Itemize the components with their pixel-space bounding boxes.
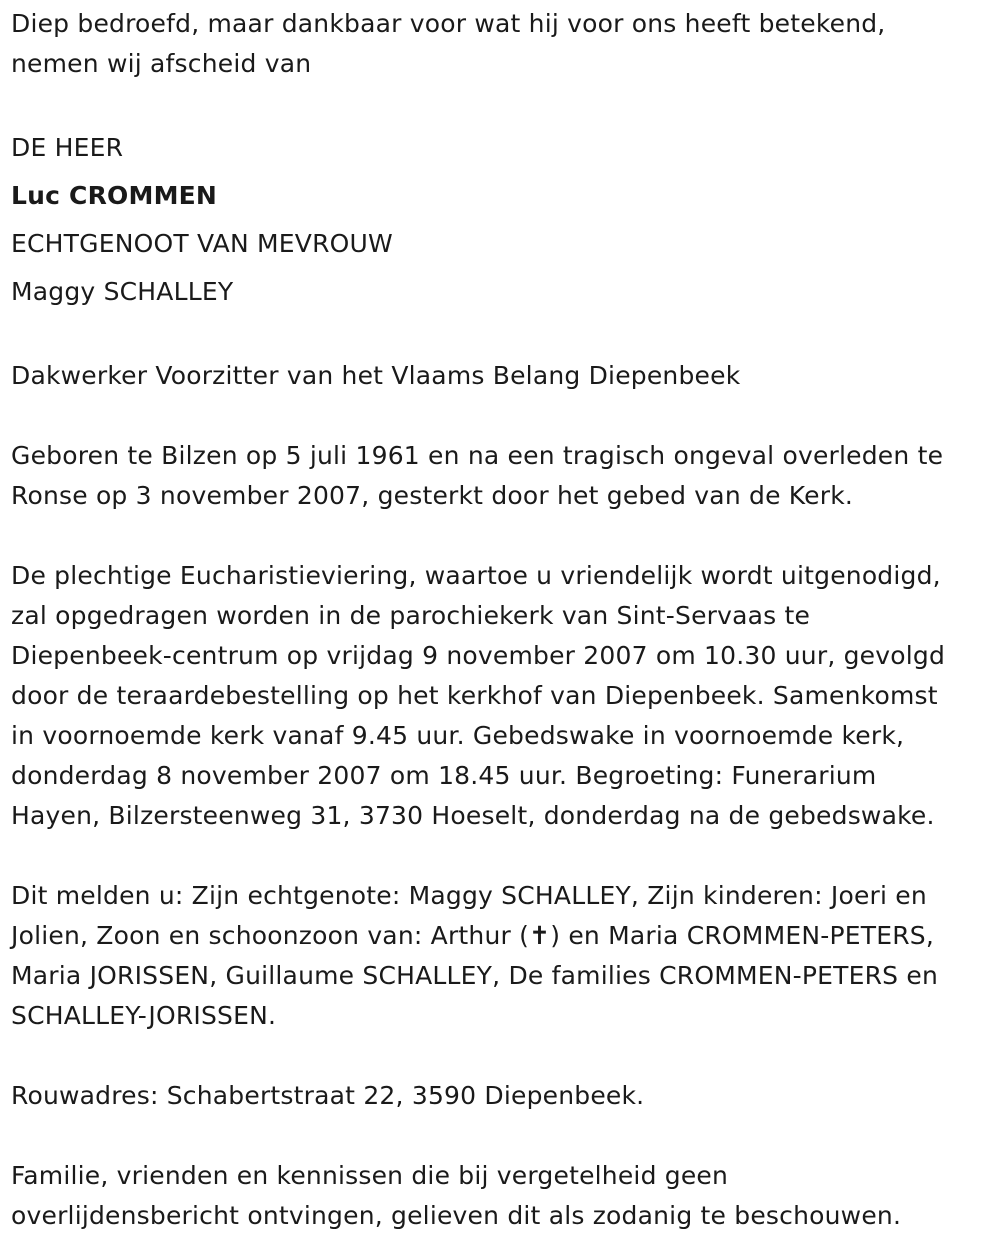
ceremony-line: donderdag 8 november 2007 om 18.45 uur. Begroeting: Funerarium — [11, 761, 877, 790]
ceremony-line: in voornoemde kerk vanaf 9.45 uur. Gebedswake in voornoemde kerk, — [11, 721, 905, 750]
deceased-name: Luc CROMMEN — [11, 181, 218, 210]
deceased-block — [11, 124, 1000, 316]
deceased-title: DE HEER — [11, 133, 124, 162]
deceased-relation: ECHTGENOOT VAN MEVROUW — [11, 229, 393, 258]
closing-line-1: Familie, vrienden en kennissen die bij vergetelheid geen — [11, 1161, 729, 1190]
ceremony-line: Hayen, Bilzersteenweg 31, 3730 Hoeselt, donderdag na de gebedswake. — [11, 801, 935, 830]
ceremony-line: De plechtige Eucharistieviering, waartoe u vriendelijk wordt uitgenodigd, — [11, 561, 941, 590]
intro-line-1: Diep bedroefd, maar dankbaar voor wat hij voor ons heeft betekend, — [11, 9, 886, 38]
family-line: Maria JORISSEN, Guillaume SCHALLEY, De families CROMMEN-PETERS en — [11, 961, 939, 990]
ceremony-line: door de teraardebestelling op het kerkhof van Diepenbeek. Samenkomst — [11, 681, 938, 710]
intro-line-2: nemen wij afscheid van — [11, 49, 312, 78]
mourning-address: Rouwadres: Schabertstraat 22, 3590 Diepenbeek. — [11, 1081, 645, 1110]
spacer — [11, 396, 1000, 436]
ceremony-line: Diepenbeek-centrum op vrijdag 9 november 2007 om 10.30 uur, gevolgd — [11, 641, 946, 670]
spacer — [11, 84, 1000, 124]
birth-death-line-1: Geboren te Bilzen op 5 juli 1961 en na een tragisch ongeval overleden te — [11, 441, 944, 470]
occupation-line: Dakwerker Voorzitter van het Vlaams Belang Diepenbeek — [11, 361, 741, 390]
spacer — [11, 836, 1000, 876]
closing-line-2: overlijdensbericht ontvingen, gelieven dit als zodanig te beschouwen. — [11, 1201, 902, 1230]
spacer — [11, 316, 1000, 356]
intro-paragraph — [11, 4, 1000, 84]
family-line: Jolien, Zoon en schoonzoon van: Arthur (✝) en Maria CROMMEN-PETERS, — [11, 921, 934, 950]
spacer — [11, 1116, 1000, 1156]
family-paragraph — [11, 876, 1000, 1036]
spacer — [11, 516, 1000, 556]
family-line: Dit melden u: Zijn echtgenote: Maggy SCHALLEY, Zijn kinderen: Joeri en — [11, 881, 927, 910]
ceremony-line: zal opgedragen worden in de parochiekerk van Sint-Servaas te — [11, 601, 811, 630]
spacer — [11, 1036, 1000, 1076]
closing-paragraph — [11, 1156, 1000, 1236]
ceremony-paragraph — [11, 556, 1000, 836]
spouse-name: Maggy SCHALLEY — [11, 277, 234, 306]
birth-death-line-2: Ronse op 3 november 2007, gesterkt door het gebed van de Kerk. — [11, 481, 854, 510]
birth-death-paragraph — [11, 436, 1000, 516]
family-line: SCHALLEY-JORISSEN. — [11, 1001, 277, 1030]
